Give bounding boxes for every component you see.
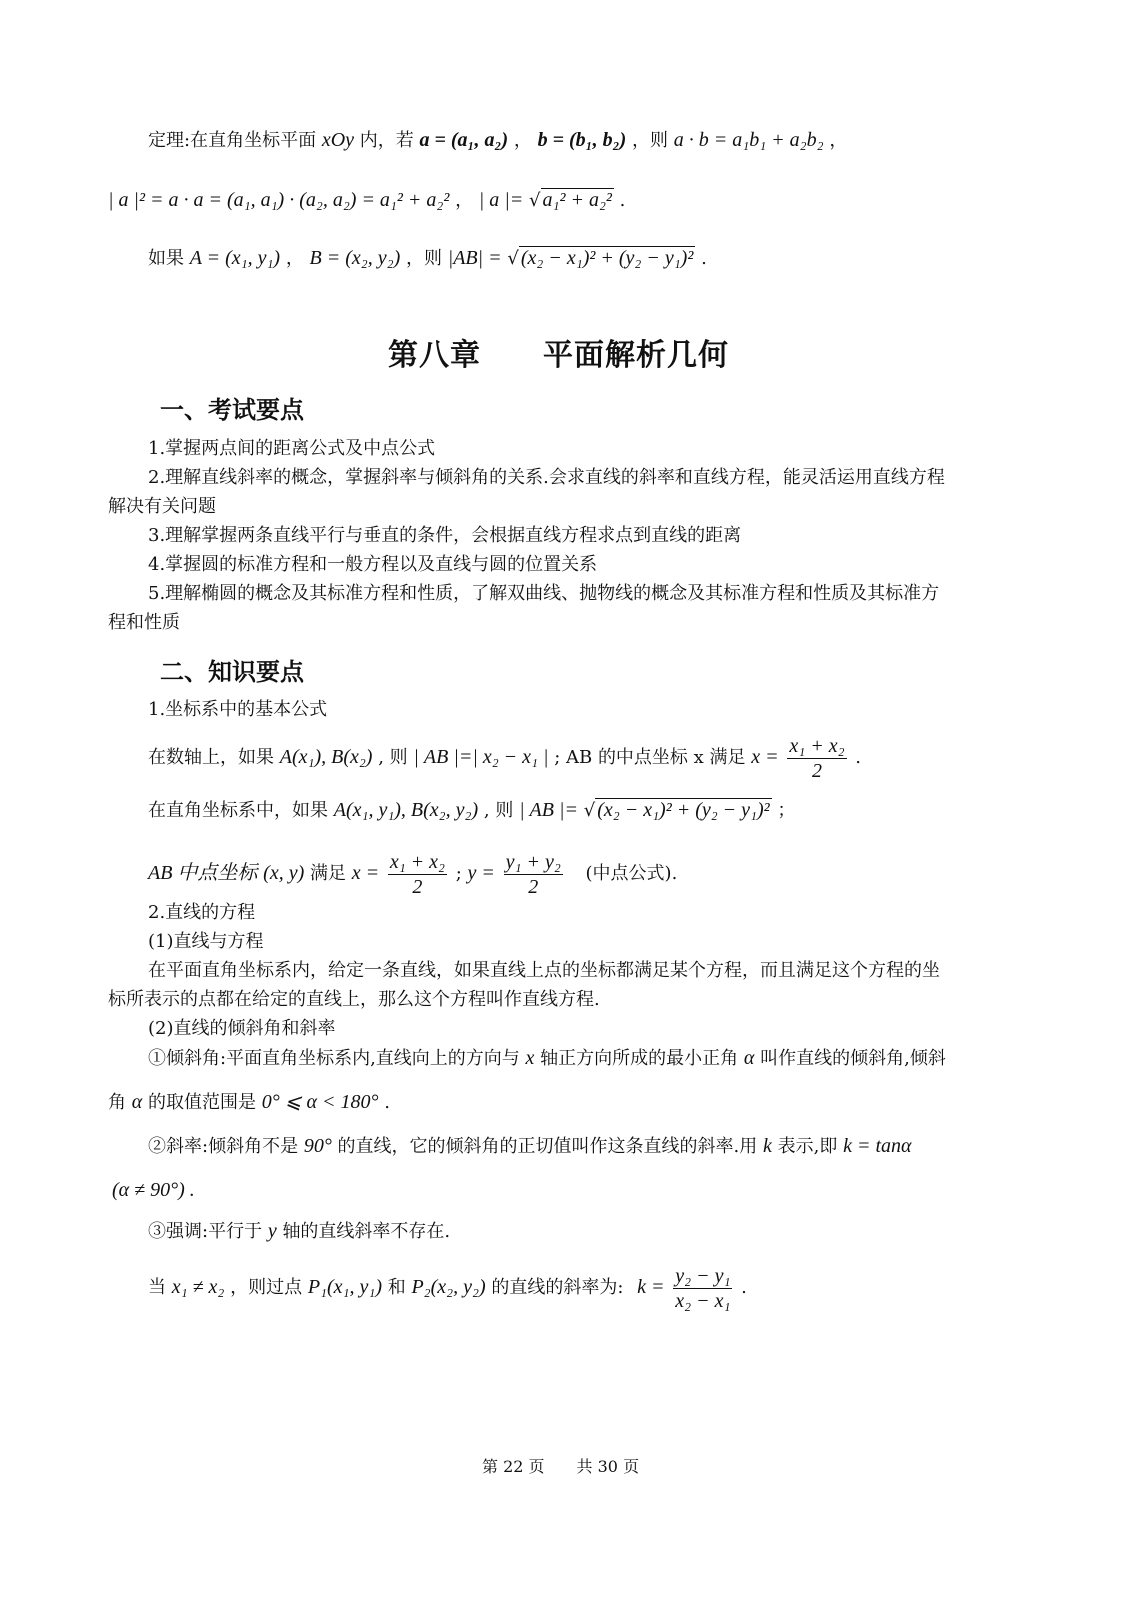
sqrt-radicand: a₁² + a₂² bbox=[542, 189, 612, 211]
exam-point-item: 4.掌握圆的标准方程和一般方程以及直线与圆的位置关系 bbox=[148, 554, 598, 575]
punct: ， bbox=[513, 130, 532, 151]
text: 轴的直线斜率不存在. bbox=[282, 1221, 451, 1242]
slope-formula: k = tanα bbox=[843, 1135, 912, 1157]
punct: . bbox=[384, 1092, 390, 1113]
text: 的取值范围是 bbox=[147, 1092, 256, 1113]
condition-formula: (α ≠ 90°) . bbox=[112, 1179, 195, 1201]
norm-squared-formula: | a |² = a · a = (a₁, a₁) · (a₂, a₂) = a₁² + a₂² bbox=[108, 189, 450, 211]
punct: ， bbox=[285, 248, 304, 269]
symbol: α bbox=[743, 1047, 755, 1069]
text: 在数轴上，如果 bbox=[148, 747, 274, 768]
symbol: 90° bbox=[303, 1135, 332, 1157]
midpoint-symbol: (x, y) bbox=[263, 862, 305, 884]
punct: ; bbox=[455, 863, 462, 884]
text: , 则 bbox=[378, 747, 408, 768]
punct: ； bbox=[777, 800, 796, 821]
theorem-text: ，则 bbox=[632, 130, 669, 151]
text: ②斜率:倾斜角不是 bbox=[148, 1136, 299, 1157]
text: 的直线，它的倾斜角的正切值叫作这条直线的斜率.用 bbox=[337, 1136, 758, 1157]
midpoint-formula bbox=[148, 848, 677, 899]
point-A-definition: A = (x₁, y₁) bbox=[189, 247, 281, 269]
fraction bbox=[673, 1264, 732, 1313]
number-line-formula bbox=[148, 732, 861, 783]
sqrt-expression: √ (x₂ − x₁)² + (y₂ − y₁)² bbox=[507, 247, 694, 269]
dot-product-formula: a · b = a₁b₁ + a₂b₂ bbox=[673, 129, 824, 151]
exam-point-item: 5.理解椭圆的概念及其标准方程和性质，了解双曲线、抛物线的概念及其标准方程和性质及其标准方 bbox=[148, 583, 940, 604]
fraction-numerator: y₂ − y₁ bbox=[675, 1264, 731, 1287]
points-AB: A(x₁, y₁), B(x₂, y₂) bbox=[333, 799, 479, 821]
punct: ， bbox=[455, 190, 474, 211]
text: 当 bbox=[148, 1277, 166, 1298]
fraction-numerator: x₁ + x₂ bbox=[389, 850, 445, 873]
text: 角 bbox=[108, 1092, 126, 1113]
fraction-numerator: x₁ + x₂ bbox=[789, 734, 845, 757]
equation-lhs: x = bbox=[751, 746, 779, 768]
subheading-line-equation: 2.直线的方程 bbox=[148, 902, 256, 923]
point-P1: P₁(x₁, y₁) bbox=[307, 1276, 382, 1298]
subheading-line-and-equation: (1)直线与方程 bbox=[148, 931, 264, 952]
theorem-prefix: 定理:在直角坐标平面 bbox=[148, 130, 317, 151]
fraction bbox=[787, 734, 846, 783]
inclination-range bbox=[108, 1090, 390, 1115]
theorem-line-1 bbox=[148, 128, 847, 153]
text: 的直线的斜率为: bbox=[491, 1277, 624, 1298]
theorem-line-3 bbox=[148, 246, 707, 271]
fraction-denominator: x₂ − x₁ bbox=[675, 1289, 731, 1312]
condition: x₁ ≠ x₂ bbox=[171, 1276, 225, 1298]
point-P2: P₂(x₂, y₂) bbox=[411, 1276, 486, 1298]
slope-condition bbox=[112, 1178, 195, 1203]
fraction-denominator: 2 bbox=[528, 875, 539, 898]
text: 叫作直线的倾斜角,倾斜 bbox=[760, 1048, 946, 1069]
section-heading-exam-points: 一、考试要点 bbox=[160, 395, 304, 424]
symbol: k bbox=[763, 1135, 772, 1157]
slope-definition bbox=[148, 1134, 912, 1159]
equation-lhs: x = bbox=[351, 862, 380, 884]
distance-formula: |AB| = bbox=[447, 247, 502, 269]
text: AB 中点坐标 bbox=[148, 862, 258, 884]
text: ，则过点 bbox=[230, 1277, 303, 1298]
subheading-inclination-slope: (2)直线的倾斜角和斜率 bbox=[148, 1018, 336, 1039]
symbol: x bbox=[525, 1047, 535, 1069]
text: 在直角坐标系中，如果 bbox=[148, 800, 328, 821]
sqrt-radicand: (x₂ − x₁)² + (y₂ − y₁)² bbox=[597, 799, 770, 821]
vector-b-definition: b = (b₁, b₂) bbox=[537, 129, 627, 151]
norm-formula: | a |= bbox=[478, 189, 524, 211]
exam-point-item: 3.理解掌握两条直线平行与垂直的条件，会根据直线方程求点到直线的距离 bbox=[148, 525, 742, 546]
slope-note bbox=[148, 1219, 450, 1244]
plane-symbol: xOy bbox=[321, 129, 355, 151]
exam-point-item: 解决有关问题 bbox=[108, 496, 216, 517]
subheading-basic-formulas: 1.坐标系中的基本公式 bbox=[148, 699, 328, 720]
chapter-title: 第八章 平面解析几何 bbox=[388, 338, 729, 373]
symbol: α bbox=[131, 1091, 143, 1113]
symbol: y bbox=[267, 1220, 277, 1242]
fraction-denominator: 2 bbox=[412, 875, 423, 898]
sqrt-radicand: (x₂ − x₁)² + (y₂ − y₁)² bbox=[520, 247, 694, 269]
theorem-text: ，则 bbox=[405, 248, 442, 269]
text: ①倾斜角:平面直角坐标系内,直线向上的方向与 bbox=[148, 1048, 520, 1069]
punct: . bbox=[741, 1277, 747, 1298]
fraction bbox=[504, 850, 563, 899]
points-AB: A(x₁), B(x₂) bbox=[279, 746, 373, 768]
paragraph-line: 标所表示的点都在给定的直线上，那么这个方程叫作直线方程. bbox=[108, 989, 600, 1010]
text: 满足 bbox=[309, 863, 346, 884]
sqrt-expression: √ (x₂ − x₁)² + (y₂ − y₁)² bbox=[583, 799, 770, 821]
punct: ， bbox=[829, 130, 848, 151]
text: ; AB 的中点坐标 x 满足 bbox=[554, 747, 746, 768]
fraction bbox=[388, 850, 447, 899]
sqrt-expression: √ a₁² + a₂² bbox=[529, 189, 612, 211]
text: ③强调:平行于 bbox=[148, 1221, 263, 1242]
point-B-definition: B = (x₂, y₂) bbox=[309, 247, 401, 269]
distance-1d: | AB |=| x₂ − x₁ | bbox=[413, 746, 549, 768]
punct: . bbox=[619, 190, 626, 211]
text: 和 bbox=[387, 1277, 406, 1298]
exam-point-item: 1.掌握两点间的距离公式及中点公式 bbox=[148, 438, 436, 459]
punct: . bbox=[701, 248, 707, 269]
punct: . bbox=[855, 747, 862, 768]
vector-a-definition: a = (a₁, a₂) bbox=[419, 129, 509, 151]
page-footer: 第 22 页 共 30 页 bbox=[482, 1457, 640, 1476]
inclination-definition bbox=[148, 1046, 946, 1071]
distance-2d: | AB |= bbox=[519, 799, 578, 821]
text: 表示,即 bbox=[777, 1136, 838, 1157]
exam-point-item: 2.理解直线斜率的概念，掌握斜率与倾斜角的关系.会求直线的斜率和直线方程，能灵活运用直线方程 bbox=[148, 467, 945, 488]
two-point-slope-formula bbox=[148, 1262, 747, 1313]
theorem-text: 如果 bbox=[148, 248, 184, 269]
note: (中点公式). bbox=[585, 863, 678, 884]
paragraph-line: 在平面直角坐标系内，给定一条直线，如果直线上点的坐标都满足某个方程，而且满足这个方程的坐 bbox=[148, 960, 940, 981]
plane-distance-formula bbox=[148, 798, 795, 823]
text: 轴正方向所成的最小正角 bbox=[540, 1048, 739, 1069]
equation-lhs: y = bbox=[467, 862, 495, 884]
section-heading-knowledge-points: 二、知识要点 bbox=[160, 657, 304, 686]
fraction-numerator: y₁ + y₂ bbox=[505, 850, 561, 873]
theorem-line-2 bbox=[108, 188, 625, 213]
fraction-denominator: 2 bbox=[811, 759, 822, 782]
theorem-text: 内，若 bbox=[359, 130, 414, 151]
equation-lhs: k = bbox=[637, 1276, 665, 1298]
exam-point-item: 程和性质 bbox=[108, 612, 180, 633]
text: , 则 bbox=[483, 800, 514, 821]
range-formula: 0° ⩽ α < 180° bbox=[261, 1091, 379, 1113]
